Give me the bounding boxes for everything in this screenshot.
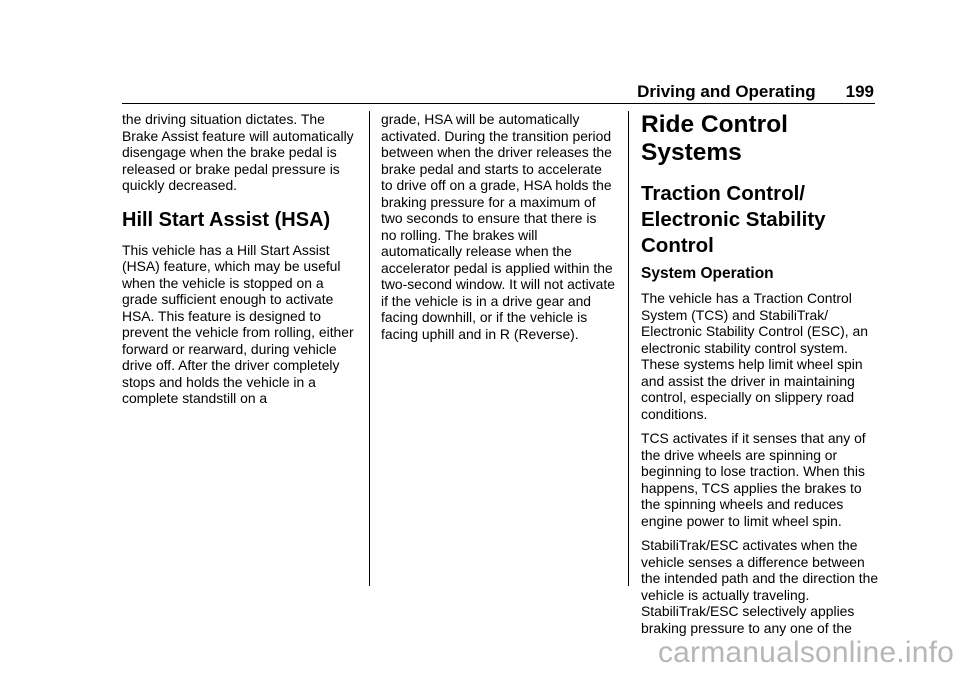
column-2 xyxy=(381,111,615,350)
traction-control-heading-line1: Traction Control/ xyxy=(641,182,805,205)
traction-control-heading-line2: Electronic Stability xyxy=(641,208,826,231)
section-title: Driving and Operating xyxy=(637,82,816,101)
system-operation-heading: System Operation xyxy=(641,265,774,282)
hill-start-assist-text: This vehicle has a Hill Start Assist (HSA) feature, which may be useful when the vehicle is stopped on a grade sufficient enough to activate HSA. This feature is designed to prevent the vehicle from rolling, either forward or rearward, during vehicle drive off. After the driver completely stops and holds the vehicle in a complete standstill on a xyxy=(122,241,354,406)
watermark-text: carmanualsonline.info xyxy=(657,636,954,669)
system-operation-text-2: TCS activates if it senses that any of the drive wheels are spinning or beginning to lose traction. When this happens, TCS applies the brakes to the spinning wheels and reduces engine power to limit wheel spin. xyxy=(641,430,866,529)
system-operation-text-3: StabiliTrak/ESC activates when the vehicle senses a difference between the intended path and the direction the vehicle is actually traveling. StabiliTrak/ESC selectively applies braking pressure to any one of the xyxy=(641,537,879,636)
hill-start-assist-heading: Hill Start Assist (HSA) xyxy=(122,208,331,231)
page-header xyxy=(637,82,874,102)
system-operation-text-1: The vehicle has a Traction Control System (TCS) and StabiliTrak/ Electronic Stability Control (ESC), an electronic stability control system. These systems help limit wheel spin and assist the driver in maintaining control, especially on slippery road conditions. xyxy=(641,290,868,422)
column-divider-2 xyxy=(628,111,629,586)
column-1 xyxy=(122,111,362,415)
ride-control-systems-heading: Ride Control Systems xyxy=(641,111,788,166)
brake-assist-continued-text: the driving situation dictates. The Brake Assist feature will automatically disengage when the brake pedal is released or brake pedal pressure is quickly decreased. xyxy=(122,111,354,193)
column-3 xyxy=(641,111,881,644)
traction-control-heading xyxy=(641,181,881,259)
header-divider xyxy=(122,103,875,104)
page-number: 199 xyxy=(845,82,874,101)
hill-start-assist-continued-text: grade, HSA will be automatically activated. During the transition period between when the driver releases the brake pedal and starts to accelerate to drive off on a grade, HSA holds the braking pressure for a maximum of two seconds to ensure that there is no rolling. The brakes will automatically release when the accelerator pedal is applied within the two-second window. It will not activate if the vehicle is in a drive gear and facing downhill, or if the vehicle is facing uphill and in R (Reverse). xyxy=(381,111,615,342)
traction-control-heading-line3: Control xyxy=(641,234,714,257)
column-divider-1 xyxy=(369,111,370,586)
